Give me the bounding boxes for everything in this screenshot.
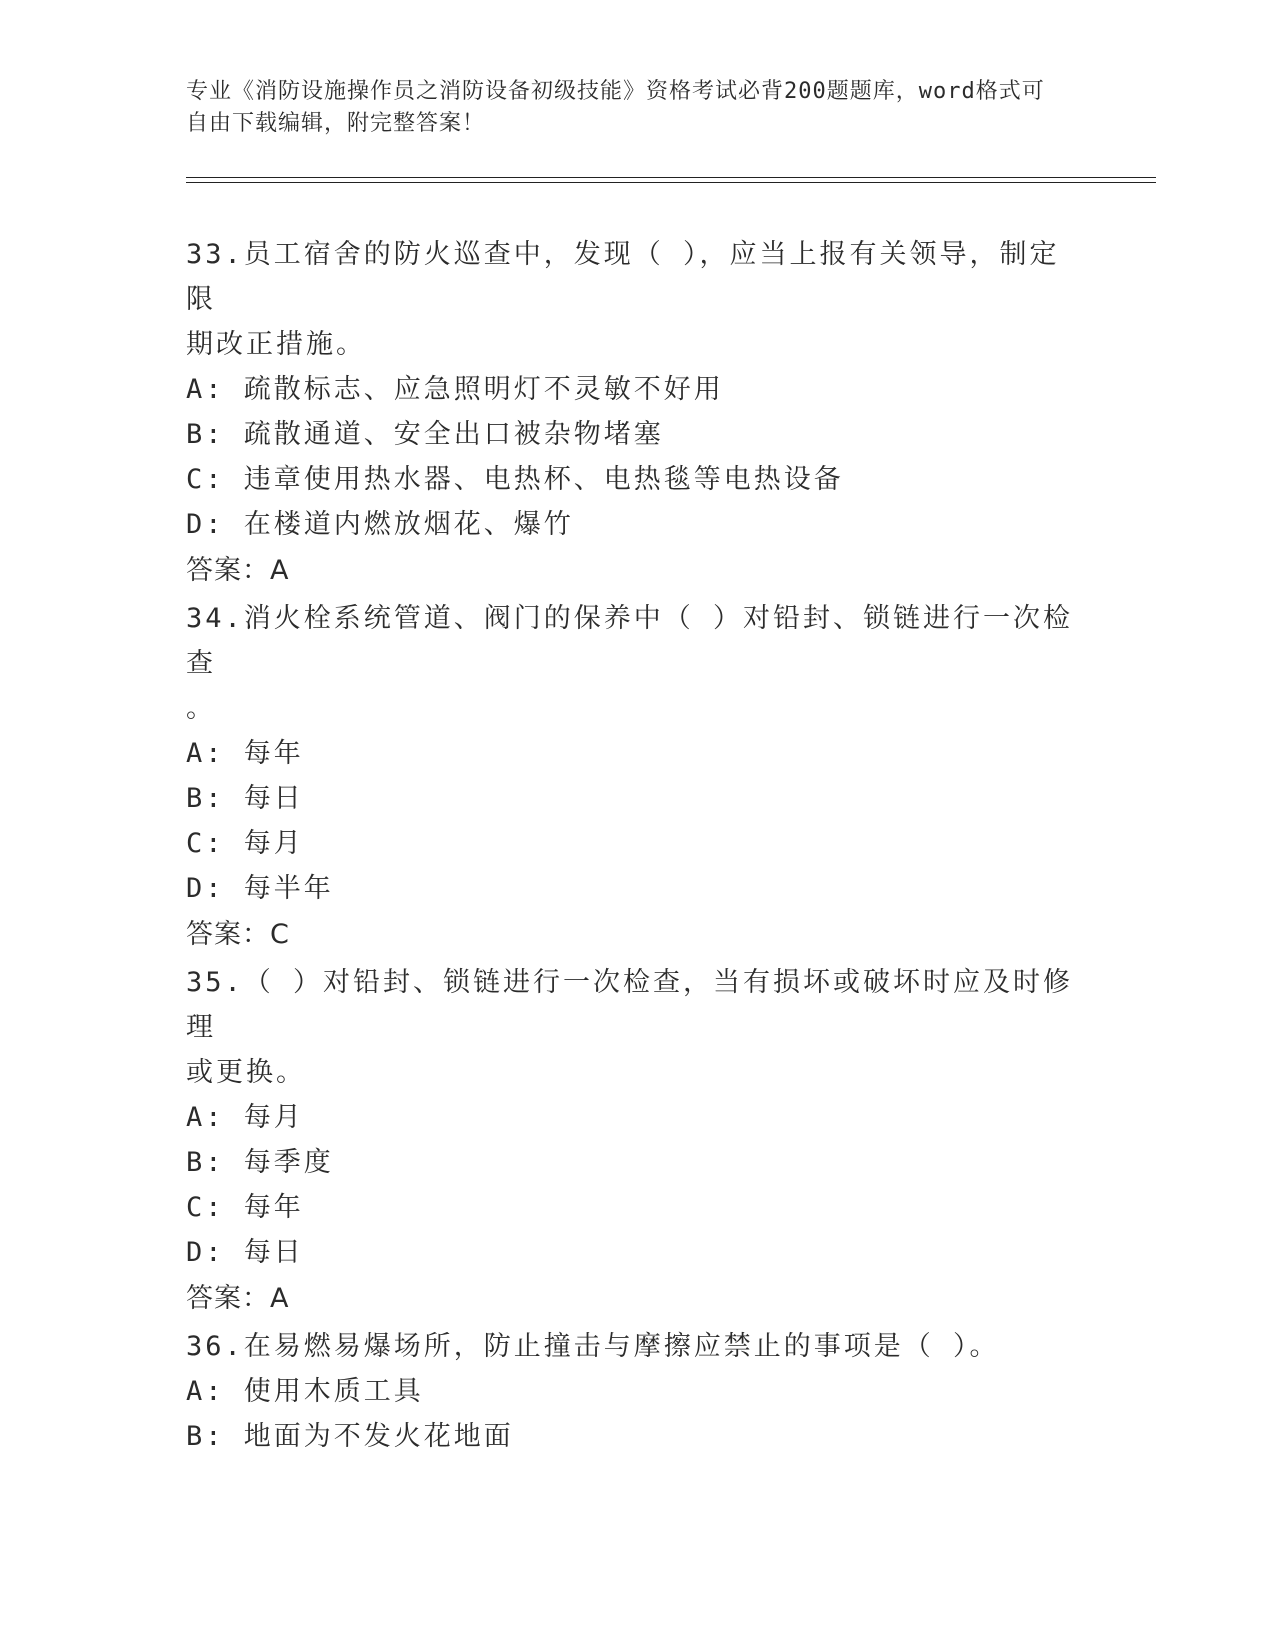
answer-line: 答案：A bbox=[186, 555, 290, 586]
question-35 bbox=[186, 960, 1076, 1323]
option-c: C: 违章使用热水器、电热杯、电热毯等电热设备 bbox=[186, 464, 844, 495]
answer-line: 答案：A bbox=[186, 1283, 290, 1314]
question-stem-line1: 36.在易燃易爆场所，防止撞击与摩擦应禁止的事项是（ ）。 bbox=[186, 1331, 1000, 1362]
option-b: B: 疏散通道、安全出口被杂物堵塞 bbox=[186, 419, 664, 450]
option-c: C: 每年 bbox=[186, 1192, 304, 1223]
question-stem-line2: 期改正措施。 bbox=[186, 329, 366, 360]
question-stem-line1: 35.（ ）对铅封、锁链进行一次检查，当有损坏或破坏时应及时修理 bbox=[186, 967, 1074, 1043]
option-a: A: 使用木质工具 bbox=[186, 1376, 424, 1407]
option-a: A: 疏散标志、应急照明灯不灵敏不好用 bbox=[186, 374, 724, 405]
question-stem-line2: 或更换。 bbox=[186, 1057, 306, 1088]
question-stem-line1: 34.消火栓系统管道、阀门的保养中（ ）对铅封、锁链进行一次检查 bbox=[186, 603, 1074, 679]
option-b: B: 每日 bbox=[186, 783, 304, 814]
option-d: D: 每半年 bbox=[186, 873, 334, 904]
question-stem-line1: 33.员工宿舍的防火巡查中，发现（ ），应当上报有关领导，制定限 bbox=[186, 239, 1060, 315]
option-b: B: 每季度 bbox=[186, 1147, 334, 1178]
option-b: B: 地面为不发火花地面 bbox=[186, 1421, 514, 1452]
question-stem-line2: 。 bbox=[186, 693, 216, 724]
option-a: A: 每月 bbox=[186, 1102, 304, 1133]
answer-line: 答案：C bbox=[186, 919, 290, 950]
question-33 bbox=[186, 232, 1076, 595]
header-divider-bottom bbox=[186, 182, 1156, 183]
option-a: A: 每年 bbox=[186, 738, 304, 769]
header-divider-top bbox=[186, 177, 1156, 178]
option-d: D: 在楼道内燃放烟花、爆竹 bbox=[186, 509, 574, 540]
question-34 bbox=[186, 596, 1076, 959]
option-d: D: 每日 bbox=[186, 1237, 304, 1268]
question-36 bbox=[186, 1324, 1076, 1459]
document-header bbox=[186, 76, 1066, 140]
header-title: 专业《消防设施操作员之消防设备初级技能》资格考试必背200题题库，word格式可自由下载编辑，附完整答案！ bbox=[186, 79, 1045, 136]
option-c: C: 每月 bbox=[186, 828, 304, 859]
